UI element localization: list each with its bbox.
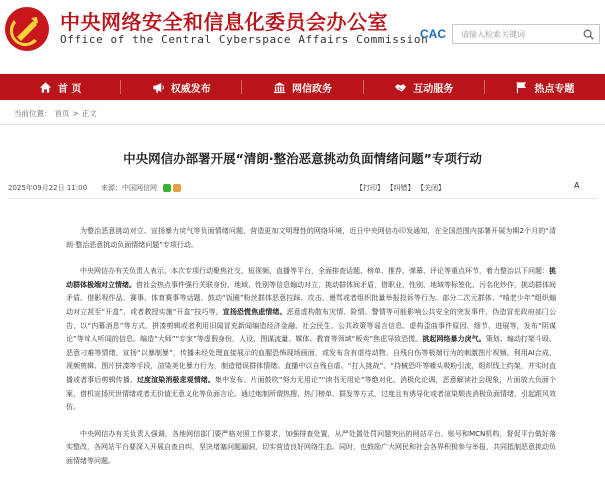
- nav-label: 权威发布: [170, 83, 211, 95]
- divider: [0, 124, 605, 125]
- article-tools: [356, 183, 451, 193]
- flag-icon: [515, 81, 528, 94]
- home-icon: [39, 81, 52, 94]
- print-button[interactable]: 【打印】: [356, 184, 384, 192]
- search-button[interactable]: [577, 25, 599, 43]
- divider: [8, 198, 597, 199]
- main-navigation: [0, 74, 605, 100]
- nav-item-hot-topics[interactable]: [485, 74, 605, 100]
- article-body: [66, 225, 556, 482]
- government-icon: [273, 81, 286, 94]
- correct-button[interactable]: 【纠错】: [390, 184, 415, 192]
- megaphone-icon: [152, 81, 165, 94]
- close-button[interactable]: 【关闭】: [420, 184, 445, 192]
- source-label: 来源：: [101, 184, 123, 192]
- wechat-share-icon[interactable]: [163, 184, 171, 192]
- breadcrumb-prefix: 当前位置：: [14, 109, 52, 118]
- breadcrumb-home-link[interactable]: 首页: [54, 109, 70, 118]
- article-paragraph: 为整治恶意挑动对立、宣扬暴力戾气等负面情绪问题，营造更加文明理性的网络环境，近日中央网信办印发通知，在全国范围内部署开展为期2个月的“清朗·整治恶意挑动负面情绪问题”专项行动。: [66, 227, 556, 249]
- article-paragraph: 中央网信办有关负责人表示，本次专项行动聚焦社交、短视频、直播等平台，全面排查话题、榜单、推荐、弹幕、评论等重点环节，着力整治以下问题：挑动群体极端对立情绪。借社会热点事件强行关联身份、地域、性别等信息煽动对立，挑动群体间矛盾，借职业、性别、地域等标签化、污名化炒作，挑动群体间矛盾。借影视作品、赛事、体育赛事等话题，鼓动“饭圈”粉丝群体恶意拉踩、攻击、谩骂或者组织批量举报投诉等行为。部分二次元群体、“啃老少年”组织煽动对立甚至“开盒”，或者教授实施“开盒”技巧等。宣扬恐慌焦虑情绪。恶意虚构散布灾情、险情、警情等可能影响公共安全的突发事件，伪造冒充政府部门公告，以“内幕消息”等方式，拼凑剪辑或者利用旧闻冒充新闻编造经济金融、社会民生、公共政策等谣言信息。虚构歪曲事件原因、细节、进展等，发布“阴谋论”等耸人听闻的信息。编造“大师”“专家”等虚假身份，人设、图谋流量、媒体、教育等领域“贩卖”焦虑导致恐慌。挑起网络暴力戾气。策划、煽动打架斗殴、恶意刁难等情绪，宣扬“以暴制暴”，传播未经处理直接展示的血腥恐怖现场画面，或发布含有虐待动物、自残自伤等极端行为的刺激图片视频。利用AI合成、视频剪辑、图片拼凑等手段，渲染美化暴力行为，制造错误群体情绪。直播中以自残自虐、“打人挑战”、“持械恐吓等噱头吸粉引流，组织线上约架，并实时直播或者事后剪辑传播。过度渲染消极悲观情绪。集中发布、片面鼓吹“努力无用论”“读书无用论”等绝对化、消极化论调，恶意解读社会现象，片面放大负面个案，借机宣扬厌世情绪或者无价值无意义化等负面言论。通过炮制所谓热搜、热门榜单、群发等方式，过度且有诱导化或者渲染颓丧消极负面情绪，引起跟风效仿。: [66, 267, 557, 412]
- nav-label: 首 页: [57, 83, 82, 95]
- font-size-icon: A: [574, 181, 580, 190]
- weibo-share-icon[interactable]: [173, 184, 181, 192]
- share-buttons: [163, 184, 183, 192]
- search-input[interactable]: [453, 25, 577, 43]
- source-name: 中国网信网: [122, 184, 158, 192]
- nav-item-government-affairs[interactable]: [242, 74, 362, 100]
- font-size-toggle[interactable]: [574, 181, 579, 190]
- breadcrumb-separator: >: [72, 109, 79, 118]
- search-box: [452, 24, 600, 44]
- nav-item-home[interactable]: [0, 74, 120, 100]
- site-title-english: Office of the Central Cyberspace Affairs Commission: [60, 33, 429, 46]
- nav-label: 网信政务: [292, 83, 332, 95]
- article-paragraph: 中央网信办有关负责人强调，各地网信部门要严格对照工作要求，加强排查处置，从严处置处罚问题突出的网站平台、账号和MCN机构，督促平台做好落实整改，各网站平台要深入开展自查自纠，坚决堵塞问题漏洞，切实营造良好网络生态。同时，也鼓励广大网民和社会各界积极参与举报，共同抵制恶意挑动负面情绪等问题。: [66, 429, 556, 465]
- site-header: [0, 0, 605, 70]
- site-title-chinese[interactable]: 中央网络安全和信息化委员会办公室: [60, 10, 388, 34]
- handshake-icon: [394, 81, 407, 94]
- nav-item-interactive-services[interactable]: [364, 74, 484, 100]
- nav-label: 互动服务: [413, 83, 454, 95]
- search-icon: [583, 29, 594, 40]
- nav-item-authoritative-release[interactable]: [121, 74, 241, 100]
- party-emblem-logo[interactable]: [4, 6, 50, 52]
- breadcrumb: [14, 108, 100, 119]
- article-meta: [8, 183, 183, 193]
- svg-text:CAC: CAC: [420, 27, 446, 40]
- nav-label: 热点专题: [534, 83, 575, 95]
- cac-logo: [420, 26, 450, 40]
- article-title: 中央网信办部署开展“清朗·整治恶意挑动负面情绪问题”专项行动: [123, 151, 482, 166]
- breadcrumb-current: 正文: [81, 109, 97, 118]
- publish-date: 2025年09月22日 11:00: [8, 184, 88, 192]
